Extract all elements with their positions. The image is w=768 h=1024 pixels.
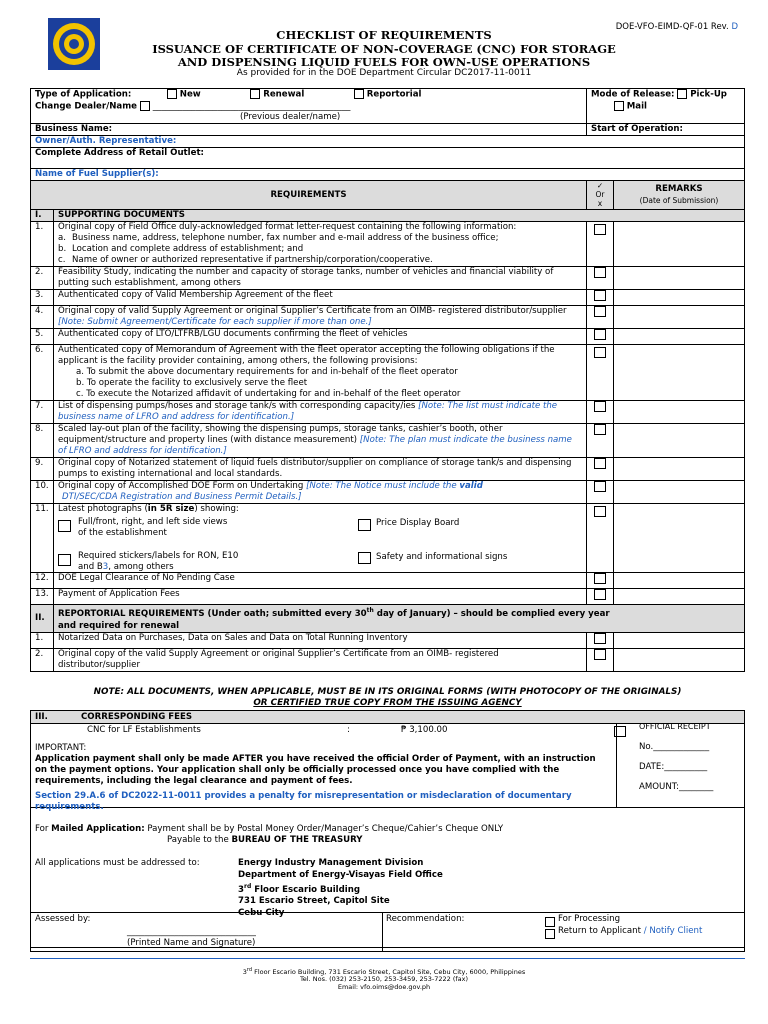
req-row-1: 1. Original copy of Field Office duly-acknowledged format letter-request containing the following information: a. Business name, address, telephone number, fax number and e-mail address of the business office; b. Location and complete address of establishment; and c. Name of owner or authorized representative if partnership/corporation/cooperative. xyxy=(31,222,745,267)
reportorial-checkbox[interactable] xyxy=(354,89,364,99)
fees-section: III. CORRESPONDING FEES CNC for LF Establishments : ₱ 3,100.00 OFFICIAL RECEIPT No._____________ DATE:__________ AMOUNT:________ IMPORTANT: Application payment shall only be made AFTER you have received the official Order of Payment, with an instruction on the payment options. Your application shall only be officially processed once you have complied with the requirements, including the legal clearance and payment of fees. Section 29.A.6 of DC2022-11-0011 provides a penalty for misrepresentation or misdeclaration of documentary requirements. For Mailed Application: Payment shall be by Postal Money Order/Manager’s Cheque/Cahier’s Cheque ONLY Payable to the BUREAU OF THE TREASURY All applications must be addressed to: Energy Industry Management Division Department of Energy-Visayas Field Office 3rd Floor Escario Building 731 Escario Street, Capitol Site Cebu City xyxy=(30,710,745,948)
checklist-table: Type of Application: New Renewal Reportorial Change Dealer/Name ______________________________________________ (Previous dealer/name) Mode of Release: Pick-Up Mail Business Name: Start of Operation: Owner/Auth. Representative: Complete Address of Retail Outlet: Name of Fuel Supplier(s): REQUIREMENTS ✓ Or x REMARKS (Date of Submission) I. SUPPORTING DOCUMENTS 1. Original copy of Field Office duly-acknowledged format letter-request containing the following information: a. Business name, address, telephone number, fax number and e-mail address of the business office; b. Location and complete address of establishment; and c. Name of owner or authorized representative if partnership/corporation/cooperative. 2. Feasibility Study, indicating the number and capacity of storage tanks, number of vehicles and financial viability of putting such establishment, among others 3. Authenticated copy of Valid Membership Agreement of the fleet 4. Original copy of valid Supply Agreement or original Supplier’s Certificate from an OIMB- registered distributor/supplier [Note: Submit Agreement/Certificate for each supplier if more than one.] 5. Authenticated copy of LTO/LTFRB/LGU documents confirming the fleet of vehicles 6. Authenticated copy of Memorandum of Agreement with the fleet operator accepting the following obligations if the applicant is the facility provider containing, among others, the following provisions: a. To submit the above documentary requirements for and in-behalf of the fleet operator b. To operate the facility to exclusively serve the fleet c. To execute the Notarized affidavit of undertaking for and in-behalf of the fleet operator 7. List of dispensing pumps/hoses and storage tank/s with corresponding capacity/ies [Note: The list must indicate the business name of LFRO and address for identification.] 8. Scaled lay-out plan of the facility, showing the dispensing pumps, storage tanks, cashier’s booth, other equipment/structure and property lines (with distance measurement) [Note: The plan must indicate the business name of LFRO and address for identification.] 9. Original copy of Notarized statement of liquid fuels distributor/supplier on compliance of storage tank/s and dispensing pumps to existing international and local standards. 10. Original copy of Accomplished DOE Form on Undertaking [Note: The Notice must include the valid DTI/SEC/CDA Registration and Business Permit Details.] 11. Latest photographs (in 5R size) showing: Full/front, right, and left side views of the establishment Price Display Board Required stickers/labels for RON, E10 and B3, among others Safety and informational signs 12. DOE Legal Clearance of No Pending Case 13. Payment of Application Fees II. REPORTORIAL REQUIREMENTS (Under oath; submitted every 30th day of January) – should be complied every year and required for renewal 1. Notarized Data on Purchases, Data on Sales and Data on Total Running Inventory 2. Original copy of the valid Supply Agreement or original Supplier’s Certificate from an OIMB- registered distributor/supplier xyxy=(30,88,745,672)
req-1-checkbox[interactable] xyxy=(594,224,606,235)
photo-views-checkbox[interactable] xyxy=(58,520,71,532)
req-row-9: 9. Original copy of Notarized statement of liquid fuels distributor/supplier on compliance of storage tank/s and dispensing pumps to existing international and local standards. xyxy=(31,458,745,481)
req-7-remarks[interactable] xyxy=(614,401,745,424)
req-row-8: 8. Scaled lay-out plan of the facility, showing the dispensing pumps, storage tanks, cashier’s booth, other equipment/structure and property lines (with distance measurement) [Note: The plan must indicate the business name of LFRO and address for identification.] xyxy=(31,424,745,458)
req-6-checkbox[interactable] xyxy=(594,347,606,358)
req-7-checkbox[interactable] xyxy=(594,401,606,412)
assessor-signature-line[interactable]: ______________________________ xyxy=(127,927,256,937)
req-5-checkbox[interactable] xyxy=(594,329,606,340)
stickers-checkbox[interactable] xyxy=(58,554,71,566)
fee-amount: ₱ 3,100.00 xyxy=(401,725,448,735)
req-row-2: 2. Feasibility Study, indicating the number and capacity of storage tanks, number of vehicles and financial viability of putting such establishment, among others xyxy=(31,267,745,290)
note-line-2: OR CERTIFIED TRUE COPY FROM THE ISSUING AGENCY xyxy=(253,698,522,708)
req-1-remarks[interactable] xyxy=(614,222,745,267)
req-2-checkbox[interactable] xyxy=(594,267,606,278)
footer-divider xyxy=(30,958,745,959)
report-1-remarks[interactable] xyxy=(614,632,745,648)
req-2-remarks[interactable] xyxy=(614,267,745,290)
report-2-checkbox[interactable] xyxy=(594,649,606,660)
note-line-1: NOTE: ALL DOCUMENTS, WHEN APPLICABLE, MUST BE IN ITS ORIGINAL FORMS (WITH PHOTOCOPY OF THE ORIGINALS) xyxy=(93,687,682,697)
supplier-field[interactable]: Name of Fuel Supplier(s): xyxy=(31,169,745,181)
req-row-13: 13. Payment of Application Fees xyxy=(31,589,745,605)
fee-paid-checkbox[interactable] xyxy=(614,726,626,737)
or-date[interactable]: DATE:__________ xyxy=(639,762,708,772)
check-header: ✓ Or x xyxy=(587,181,614,210)
section-reportorial: REPORTORIAL REQUIREMENTS (Under oath; submitted every 30th day of January) – should be complied every year and required for renewal xyxy=(54,605,745,633)
req-row-5: 5. Authenticated copy of LTO/LTFRB/LGU documents confirming the fleet of vehicles xyxy=(31,329,745,345)
footer-address: 3rd Floor Escario Building, 731 Escario Street, Capitol Site, Cebu City, 6000, Philippines xyxy=(242,967,526,977)
safety-signs-checkbox[interactable] xyxy=(358,552,371,564)
or-number[interactable]: No._____________ xyxy=(639,742,710,752)
req-13-remarks[interactable] xyxy=(614,589,745,605)
address-field[interactable]: Complete Address of Retail Outlet: xyxy=(31,148,745,169)
business-name-field[interactable]: Business Name: xyxy=(31,124,587,136)
title-checklist: CHECKLIST OF REQUIREMENTS xyxy=(276,28,492,42)
req-3-remarks[interactable] xyxy=(614,290,745,306)
requirements-header: REQUIREMENTS xyxy=(31,181,587,210)
subtitle-circular: As provided for in the DOE Department Circular DC2017-11-0011 xyxy=(236,68,532,78)
req-8-checkbox[interactable] xyxy=(594,424,606,435)
new-checkbox[interactable] xyxy=(167,89,177,99)
req-9-remarks[interactable] xyxy=(614,458,745,481)
assessment-section: Assessed by: ______________________________ (Printed Name and Signature) Recommendation: For Processing Return to Applicant / Notify Client xyxy=(30,912,745,952)
req-9-checkbox[interactable] xyxy=(594,458,606,469)
return-applicant-checkbox[interactable] xyxy=(545,929,555,939)
pickup-checkbox[interactable] xyxy=(677,89,687,99)
title-dispensing: AND DISPENSING LIQUID FUELS FOR OWN-USE OPERATIONS xyxy=(177,55,591,69)
req-12-remarks[interactable] xyxy=(614,573,745,589)
req-6-remarks[interactable] xyxy=(614,345,745,401)
change-dealer-checkbox[interactable] xyxy=(140,101,150,111)
req-13-checkbox[interactable] xyxy=(594,589,606,600)
req-row-12: 12. DOE Legal Clearance of No Pending Case xyxy=(31,573,745,589)
req-row-10: 10. Original copy of Accomplished DOE Form on Undertaking [Note: The Notice must include the valid DTI/SEC/CDA Registration and Business Permit Details.] xyxy=(31,481,745,504)
req-4-remarks[interactable] xyxy=(614,306,745,329)
remarks-header: REMARKS (Date of Submission) xyxy=(614,181,745,210)
req-10-remarks[interactable] xyxy=(614,481,745,504)
footer-tel: Tel. Nos. (032) 253-2150, 253-3459, 253-7222 (fax) xyxy=(299,975,469,983)
req-row-6: 6. Authenticated copy of Memorandum of Agreement with the fleet operator accepting the following obligations if the applicant is the facility provider containing, among others, the following provisions: a. To submit the above documentary requirements for and in-behalf of the fleet operator b. To operate the facility to exclusively serve the fleet c. To execute the Notarized affidavit of undertaking for and in-behalf of the fleet operator xyxy=(31,345,745,401)
req-12-checkbox[interactable] xyxy=(594,573,606,584)
req-11-checkbox[interactable] xyxy=(594,506,606,517)
req-row-7: 7. List of dispensing pumps/hoses and storage tank/s with corresponding capacity/ies [Note: The list must indicate the business name of LFRO and address for identification.] xyxy=(31,401,745,424)
document-code: DOE-VFO-EIMD-QF-01 Rev. D xyxy=(615,22,738,32)
req-8-remarks[interactable] xyxy=(614,424,745,458)
req-4-checkbox[interactable] xyxy=(594,306,606,317)
req-row-11: 11. Latest photographs (in 5R size) showing: Full/front, right, and left side views of the establishment Price Display Board Required stickers/labels for RON, E10 and B3, among others Safety and informational signs xyxy=(31,504,745,573)
report-row-2: 2. Original copy of the valid Supply Agreement or original Supplier’s Certificate from an OIMB- registered distributor/supplier xyxy=(31,648,745,671)
req-3-checkbox[interactable] xyxy=(594,290,606,301)
footer-email: Email: vfo.oims@doe.gov.ph xyxy=(337,983,431,991)
req-11-remarks[interactable] xyxy=(614,504,745,573)
req-row-3: 3. Authenticated copy of Valid Membership Agreement of the fleet xyxy=(31,290,745,306)
report-row-1: 1. Notarized Data on Purchases, Data on Sales and Data on Total Running Inventory xyxy=(31,632,745,648)
mail-checkbox[interactable] xyxy=(614,101,624,111)
req-5-remarks[interactable] xyxy=(614,329,745,345)
section-fees-title: CORRESPONDING FEES xyxy=(81,712,193,722)
report-1-checkbox[interactable] xyxy=(594,633,606,644)
for-processing-checkbox[interactable] xyxy=(545,917,555,927)
report-2-remarks[interactable] xyxy=(614,648,745,671)
price-board-checkbox[interactable] xyxy=(358,519,371,531)
req-row-4: 4. Original copy of valid Supply Agreement or original Supplier’s Certificate from an OIMB- registered distributor/supplier [Note: Submit Agreement/Certificate for each supplier if more than one.] xyxy=(31,306,745,329)
section-supporting-documents: SUPPORTING DOCUMENTS xyxy=(54,210,745,222)
owner-field[interactable]: Owner/Auth. Representative: xyxy=(31,136,745,148)
or-amount[interactable]: AMOUNT:________ xyxy=(639,782,714,792)
req-10-checkbox[interactable] xyxy=(594,481,606,492)
renewal-checkbox[interactable] xyxy=(250,89,260,99)
start-operation-field[interactable]: Start of Operation: xyxy=(587,124,745,136)
title-issuance: ISSUANCE OF CERTIFICATE OF NON-COVERAGE (CNC) FOR STORAGE xyxy=(152,42,616,56)
